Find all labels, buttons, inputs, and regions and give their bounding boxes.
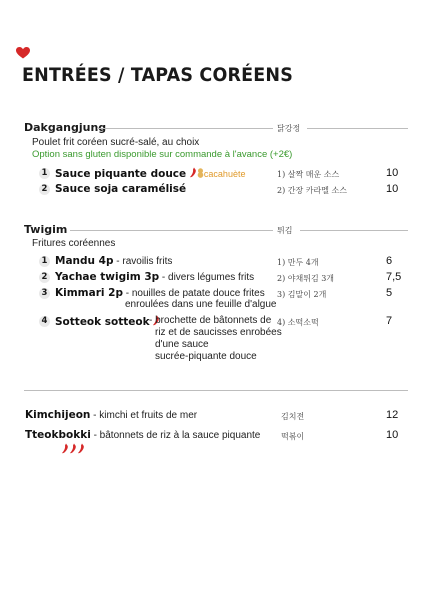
item-number: 3 bbox=[39, 288, 50, 299]
peanut-icon bbox=[197, 168, 204, 178]
heart-icon bbox=[16, 47, 30, 59]
menu-item-kimchijeon bbox=[25, 409, 197, 421]
allergen-label: cacahuète bbox=[203, 169, 246, 179]
item-price: 10 bbox=[386, 183, 399, 195]
item-number: 1 bbox=[39, 168, 50, 179]
chili-pepper-icon bbox=[189, 167, 197, 178]
section-divider bbox=[24, 390, 408, 391]
item-number: 4 bbox=[39, 316, 50, 327]
item-korean: 1) 만두 4개 bbox=[277, 258, 319, 267]
item-name: Tteokbokki bbox=[25, 429, 91, 441]
item-name: Sauce soja caramélisé bbox=[55, 183, 187, 195]
menu-item-sotteok bbox=[55, 315, 160, 328]
item-description: - nouilles de patate douce frites bbox=[122, 288, 265, 299]
section-rule bbox=[97, 128, 273, 129]
item-description: - brochette de bâtonnets de bbox=[149, 315, 272, 326]
item-description: - bâtonnets de riz à la sauce piquante bbox=[90, 430, 261, 441]
section-korean-dakgangjung: 닭강정 bbox=[277, 124, 301, 133]
section-description: Poulet frit coréen sucré-salé, au choix bbox=[32, 137, 200, 148]
chili-pepper-icon bbox=[61, 443, 69, 454]
item-price: 10 bbox=[386, 167, 399, 179]
item-price: 7 bbox=[386, 315, 393, 327]
section-korean-twigim: 튀김 bbox=[277, 226, 293, 235]
chili-pepper-icon bbox=[77, 443, 85, 454]
item-description-line3: d'une sauce bbox=[155, 339, 209, 350]
item-name: Kimmari 2p bbox=[55, 287, 123, 299]
item-name: Mandu 4p bbox=[55, 255, 114, 267]
section-description: Fritures coréennes bbox=[32, 238, 116, 249]
item-description: - ravoilis frits bbox=[113, 256, 173, 267]
item-number: 1 bbox=[39, 256, 50, 267]
section-title-twigim: Twigim bbox=[24, 223, 68, 236]
item-description-line4: sucrée-piquante douce bbox=[155, 351, 257, 362]
item-price: 6 bbox=[386, 255, 393, 267]
item-price: 7,5 bbox=[386, 271, 402, 283]
item-korean: 4) 소떡소떡 bbox=[277, 318, 319, 327]
item-name: Yachae twigim 3p bbox=[55, 271, 160, 283]
page-title: ENTRÉES / TAPAS CORÉENS bbox=[22, 64, 293, 86]
menu-item-sauce-soja bbox=[55, 183, 186, 195]
menu-item-tteokbokki bbox=[25, 429, 260, 441]
item-description-line2: riz et de saucisses enrobées bbox=[155, 327, 282, 338]
spicy-level-indicator bbox=[61, 441, 85, 459]
item-korean: 2) 간장 카라멜 소스 bbox=[277, 186, 347, 195]
item-description: - divers légumes frits bbox=[159, 272, 255, 283]
section-rule bbox=[300, 230, 408, 231]
item-korean: 떡볶이 bbox=[281, 432, 305, 441]
item-description-line2: enroulées dans une feuille d'algue bbox=[125, 299, 277, 310]
menu-item-yachae-twigim bbox=[55, 271, 254, 283]
item-number: 2 bbox=[39, 272, 50, 283]
chili-pepper-icon bbox=[69, 443, 77, 454]
item-korean: 2) 야채튀김 3개 bbox=[277, 274, 335, 283]
item-name: Sauce piquante douce bbox=[55, 168, 187, 180]
item-korean: 1) 살짝 매운 소스 bbox=[277, 170, 340, 179]
item-price: 5 bbox=[386, 287, 393, 299]
item-name: Sotteok sotteok bbox=[55, 316, 150, 328]
item-price: 10 bbox=[386, 429, 399, 441]
section-rule bbox=[70, 230, 273, 231]
item-description: - kimchi et fruits de mer bbox=[90, 410, 198, 421]
item-korean: 3) 김말이 2개 bbox=[277, 290, 327, 299]
section-title-dakgangjung: Dakgangjung bbox=[24, 121, 107, 134]
item-korean: 김치전 bbox=[281, 412, 305, 421]
item-number: 2 bbox=[39, 184, 50, 195]
menu-item-sauce-piquante-douce bbox=[55, 167, 245, 180]
item-price: 12 bbox=[386, 409, 399, 421]
gluten-free-note: Option sans gluten disponible sur commande à l'avance (+2€) bbox=[32, 149, 293, 160]
menu-item-kimmari bbox=[55, 287, 265, 299]
section-rule bbox=[307, 128, 408, 129]
item-name: Kimchijeon bbox=[25, 409, 91, 421]
menu-item-mandu bbox=[55, 255, 172, 267]
